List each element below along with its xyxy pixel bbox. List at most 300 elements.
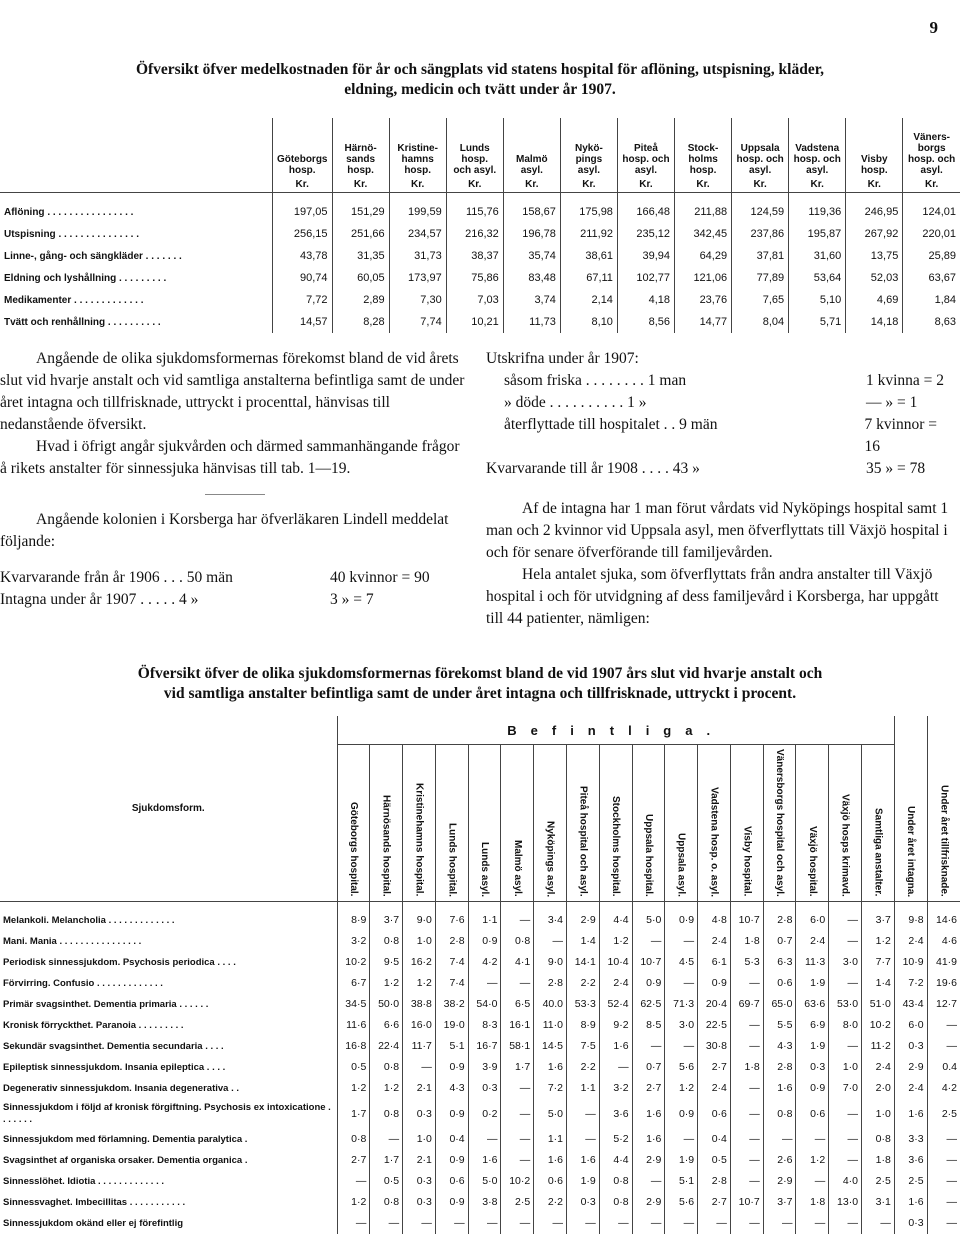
percent-cell: 3·7 xyxy=(763,1192,796,1213)
percent-cell: — xyxy=(632,1036,665,1057)
table-row xyxy=(0,1099,960,1129)
percent-cell: 2·1 xyxy=(403,1078,436,1099)
percent-cell: — xyxy=(927,1213,960,1234)
column-header xyxy=(927,716,960,901)
percent-cell: — xyxy=(468,1213,501,1234)
unit-label: Kr. xyxy=(789,176,846,193)
cost-cell: 124,59 xyxy=(732,193,789,224)
percent-cell: — xyxy=(632,1171,665,1192)
column-header xyxy=(567,745,600,902)
percent-cell: 4·6 xyxy=(927,931,960,952)
percent-cell: 9·5 xyxy=(370,952,403,973)
percent-cell: 2·2 xyxy=(534,1192,567,1213)
percent-cell: — xyxy=(501,1078,534,1099)
percent-cell: 3·0 xyxy=(665,1015,698,1036)
utskrifna-heading: Utskrifna under år 1907: xyxy=(486,350,639,367)
disease-label: Mani. Mania . . . . . . . . . . . . . . . . xyxy=(3,935,142,947)
percent-cell: 1·9 xyxy=(665,1150,698,1171)
header-line: holms xyxy=(688,154,718,165)
percent-cell: — xyxy=(501,910,534,931)
percent-cell: 2·4 xyxy=(698,1078,731,1099)
percent-cell: 1·0 xyxy=(862,1099,895,1129)
column-header xyxy=(763,745,796,902)
percent-cell: 5·2 xyxy=(599,1129,632,1150)
percent-cell: 2·9 xyxy=(632,1192,665,1213)
table-row xyxy=(0,1150,960,1171)
percent-cell: 10·7 xyxy=(730,1192,763,1213)
column-header-label: Härnösands hospital. xyxy=(380,795,392,897)
percent-cell: 1·0 xyxy=(403,1129,436,1150)
percent-cell: 4·1 xyxy=(501,952,534,973)
percent-cell: 54·0 xyxy=(468,994,501,1015)
percent-cell: 0·3 xyxy=(894,1213,927,1234)
percent-cell: 1·4 xyxy=(862,973,895,994)
percent-cell: — xyxy=(599,1213,632,1234)
percent-cell: 0·4 xyxy=(435,1129,468,1150)
percent-cell: 8·5 xyxy=(632,1015,665,1036)
cost-cell: 39,94 xyxy=(617,245,674,267)
percent-cell: 4·8 xyxy=(698,910,731,931)
percent-cell: — xyxy=(403,1213,436,1234)
row-label: Utspisning . . . . . . . . . . . . . . . xyxy=(4,228,140,240)
percent-cell: 2·4 xyxy=(796,931,829,952)
percent-cell: 9·2 xyxy=(599,1015,632,1036)
header-line: hosp. xyxy=(461,154,489,165)
aterflyttade-women: 7 kvinnor = 16 xyxy=(864,416,937,455)
cost-cell: 5,10 xyxy=(789,289,846,311)
cost-cell: 38,37 xyxy=(446,245,503,267)
percent-cell: 1·9 xyxy=(567,1171,600,1192)
percent-cell: 1·6 xyxy=(468,1150,501,1171)
percent-cell: — xyxy=(829,1036,862,1057)
percent-cell: 0·5 xyxy=(698,1150,731,1171)
percent-cell: 2·2 xyxy=(567,1057,600,1078)
header-line: Nykö- xyxy=(575,143,603,154)
percent-cell: 5·1 xyxy=(665,1171,698,1192)
percent-cell: 2·8 xyxy=(534,973,567,994)
percent-cell: 1·2 xyxy=(370,973,403,994)
cost-cell: 8,56 xyxy=(617,311,674,333)
sjukdomsform-header: Sjukdomsform. xyxy=(131,802,205,814)
column-header-label: Visby hospital. xyxy=(741,826,753,897)
percent-cell: 0·9 xyxy=(435,1150,468,1171)
percent-cell: 6·9 xyxy=(796,1015,829,1036)
cost-cell: 173,97 xyxy=(389,267,446,289)
percent-cell: 4·0 xyxy=(829,1171,862,1192)
table2-title-line1: Öfversikt öfver de olika sjukdomsformernas förekomst bland de vid 1907 års slut vid hvarje anstalt och xyxy=(137,665,823,682)
percent-cell: — xyxy=(796,1129,829,1150)
percent-cell: 5·6 xyxy=(665,1192,698,1213)
header-line: Malmö xyxy=(515,154,548,165)
cost-cell: 5,71 xyxy=(789,311,846,333)
cost-cell: 216,32 xyxy=(446,223,503,245)
percent-cell: 1·2 xyxy=(337,1078,370,1099)
korsberga-paragraph: Angående kolonien i Korsberga har öfverläkaren Lindell meddelat följande: xyxy=(0,511,449,550)
disease-label: Svagsinthet af organiska orsaker. Dementia organica . xyxy=(3,1154,248,1166)
column-header xyxy=(698,745,731,902)
percent-cell: 1·7 xyxy=(370,1150,403,1171)
percent-cell: 0·3 xyxy=(403,1099,436,1129)
percent-cell: 3·1 xyxy=(862,1192,895,1213)
percent-cell: 2·7 xyxy=(698,1057,731,1078)
percent-cell: 0·8 xyxy=(370,931,403,952)
percent-cell: 53·3 xyxy=(567,994,600,1015)
percent-cell: 12·7 xyxy=(927,994,960,1015)
row-label: Eldning och lyshållning . . . . . . . . . xyxy=(4,272,167,284)
cost-cell: 52,03 xyxy=(846,267,903,289)
disease-label: Sinnessjukdom i följd af kronisk förgiftning. Psychosis ex intoxicatione . . . . . . . xyxy=(3,1101,331,1125)
column-header xyxy=(468,745,501,902)
cost-table xyxy=(0,118,960,333)
percent-cell: 1·9 xyxy=(796,1036,829,1057)
percent-cell: 0·8 xyxy=(501,931,534,952)
percent-cell: 1·8 xyxy=(862,1150,895,1171)
percent-cell: 3·4 xyxy=(534,910,567,931)
column-header-label: Piteå hospital och asyl. xyxy=(577,786,589,897)
percent-cell: 16·2 xyxy=(403,952,436,973)
unit-label: Kr. xyxy=(675,176,732,193)
percent-cell: 38·2 xyxy=(435,994,468,1015)
percent-cell: 2·1 xyxy=(403,1150,436,1171)
percent-cell: 2·7 xyxy=(632,1078,665,1099)
percent-cell: 0·8 xyxy=(763,1099,796,1129)
percent-cell: 0·9 xyxy=(632,973,665,994)
disease-percent-table xyxy=(0,716,960,1234)
percent-cell: 6·5 xyxy=(501,994,534,1015)
hospital-column-header xyxy=(332,118,389,176)
percent-cell: — xyxy=(829,1150,862,1171)
unit-label: Kr. xyxy=(617,176,674,193)
column-header-label: Nyköpings asyl. xyxy=(544,820,556,897)
percent-cell: 3·8 xyxy=(468,1192,501,1213)
percent-cell: 1·6 xyxy=(534,1057,567,1078)
percent-cell: 2·5 xyxy=(862,1171,895,1192)
cost-cell: 211,92 xyxy=(560,223,617,245)
percent-cell: 51·0 xyxy=(862,994,895,1015)
cost-cell: 3,74 xyxy=(503,289,560,311)
table-row xyxy=(0,1057,960,1078)
percent-cell: 4·2 xyxy=(468,952,501,973)
header-line: asyl. xyxy=(806,165,829,176)
percent-cell: — xyxy=(665,931,698,952)
percent-cell: 2·4 xyxy=(599,973,632,994)
percent-cell: 8·3 xyxy=(468,1015,501,1036)
cost-cell: 31,35 xyxy=(332,245,389,267)
hospital-column-header xyxy=(675,118,732,176)
cost-cell: 43,78 xyxy=(272,245,332,267)
percent-cell: 11·3 xyxy=(796,952,829,973)
cost-cell: 63,67 xyxy=(903,267,960,289)
friska-men: såsom friska . . . . . . . . 1 man xyxy=(504,372,687,389)
unit-label: Kr. xyxy=(389,176,446,193)
percent-cell: 62·5 xyxy=(632,994,665,1015)
percent-cell: 1·8 xyxy=(796,1192,829,1213)
percent-cell: 3·6 xyxy=(599,1099,632,1129)
hospital-column-header xyxy=(617,118,674,176)
cost-cell: 115,76 xyxy=(446,193,503,224)
cost-cell: 75,86 xyxy=(446,267,503,289)
cost-cell: 10,21 xyxy=(446,311,503,333)
percent-cell: 1·7 xyxy=(337,1099,370,1129)
table-row xyxy=(0,1036,960,1057)
percent-cell: 2·8 xyxy=(698,1171,731,1192)
percent-cell: — xyxy=(698,1213,731,1234)
percent-cell: 0·9 xyxy=(698,973,731,994)
percent-cell: 1·8 xyxy=(730,1057,763,1078)
percent-cell: — xyxy=(501,1099,534,1129)
dode-men: » döde . . . . . . . . . . 1 » xyxy=(504,394,647,411)
percent-cell: 5·5 xyxy=(763,1015,796,1036)
percent-cell: 0·9 xyxy=(665,1099,698,1129)
header-line: hosp. och xyxy=(736,154,784,165)
percent-cell: 5·0 xyxy=(632,910,665,931)
percent-cell: 1·2 xyxy=(403,973,436,994)
percent-cell: 34·5 xyxy=(337,994,370,1015)
percent-cell: 0·6 xyxy=(796,1099,829,1129)
hospital-column-header xyxy=(560,118,617,176)
percent-cell: — xyxy=(829,1213,862,1234)
percent-cell: 5·0 xyxy=(468,1171,501,1192)
table-row xyxy=(0,193,960,224)
percent-cell: — xyxy=(927,1015,960,1036)
cost-cell: 7,72 xyxy=(272,289,332,311)
percent-cell: 0·3 xyxy=(567,1192,600,1213)
unit-label: Kr. xyxy=(503,176,560,193)
percent-cell: 0·8 xyxy=(862,1129,895,1150)
table-row xyxy=(0,1213,960,1234)
column-header-label: Under året intagna. xyxy=(905,805,917,897)
percent-cell: — xyxy=(796,1171,829,1192)
percent-cell: 3·0 xyxy=(829,952,862,973)
cost-cell: 196,78 xyxy=(503,223,560,245)
table-row xyxy=(0,1078,960,1099)
hospital-column-header xyxy=(846,118,903,176)
percent-cell: 5·1 xyxy=(435,1036,468,1057)
table-row xyxy=(0,931,960,952)
column-header xyxy=(370,745,403,902)
intagna-paragraph: Af de intagna har 1 man förut vårdats vid Nyköpings hospital samt 1 man och 2 kvinnor vid Uppsala asyl, men öfverflyttats till Växjö hospital i och för senare öfverförande till familjevården. xyxy=(486,500,949,561)
disease-label: Sinnessjukdom med förlamning. Dementia paralytica . xyxy=(3,1133,248,1145)
percent-cell: 52·4 xyxy=(599,994,632,1015)
percent-cell: 0·8 xyxy=(370,1192,403,1213)
percent-cell: 14·1 xyxy=(567,952,600,973)
percent-cell: 1·9 xyxy=(796,973,829,994)
percent-cell: 22·4 xyxy=(370,1036,403,1057)
percent-cell: 0·3 xyxy=(403,1171,436,1192)
cost-cell: 124,01 xyxy=(903,193,960,224)
cost-cell: 199,59 xyxy=(389,193,446,224)
percent-cell: — xyxy=(534,1213,567,1234)
column-header xyxy=(534,745,567,902)
percent-cell: 1·6 xyxy=(599,1036,632,1057)
kvarvarande-1908-women: 35 » = 78 xyxy=(866,460,926,477)
percent-cell: — xyxy=(829,931,862,952)
column-header xyxy=(730,745,763,902)
percent-cell: — xyxy=(435,1213,468,1234)
cost-cell: 83,48 xyxy=(503,267,560,289)
percent-cell: — xyxy=(337,1171,370,1192)
cost-cell: 14,77 xyxy=(675,311,732,333)
cost-cell: 11,73 xyxy=(503,311,560,333)
percent-cell: 6·6 xyxy=(370,1015,403,1036)
percent-cell: 10·2 xyxy=(337,952,370,973)
row-label: Linne-, gång- och sängkläder . . . . . . . xyxy=(4,250,182,262)
table-row xyxy=(0,245,960,267)
cost-cell: 251,66 xyxy=(332,223,389,245)
unit-label: Kr. xyxy=(332,176,389,193)
row-label-header xyxy=(0,118,272,176)
percent-cell: 8·0 xyxy=(829,1015,862,1036)
percent-cell: — xyxy=(599,1057,632,1078)
percent-cell: 16·0 xyxy=(403,1015,436,1036)
percent-cell: — xyxy=(501,1213,534,1234)
percent-cell: 6·1 xyxy=(698,952,731,973)
percent-cell: 53·0 xyxy=(829,994,862,1015)
header-line: Stock- xyxy=(687,143,719,154)
percent-cell: — xyxy=(501,1150,534,1171)
column-header xyxy=(829,745,862,902)
percent-cell: 11·6 xyxy=(337,1015,370,1036)
percent-cell: — xyxy=(796,1213,829,1234)
table-row xyxy=(0,1129,960,1150)
percent-cell: 2·5 xyxy=(894,1171,927,1192)
percent-cell: 0·6 xyxy=(698,1099,731,1129)
table-row xyxy=(0,289,960,311)
percent-cell: 6·0 xyxy=(796,910,829,931)
percent-cell: 2·9 xyxy=(894,1057,927,1078)
percent-cell: — xyxy=(763,1129,796,1150)
percent-cell: 4·5 xyxy=(665,952,698,973)
dode-women: — » = 1 xyxy=(866,394,918,411)
percent-cell: 1·2 xyxy=(599,931,632,952)
hospital-column-header xyxy=(272,118,332,176)
percent-cell: 0·3 xyxy=(468,1078,501,1099)
column-header-label: Växjö hosps krimavd. xyxy=(839,794,851,897)
cost-cell: 235,12 xyxy=(617,223,674,245)
percent-cell: 11·7 xyxy=(403,1036,436,1057)
percent-cell: 0·2 xyxy=(468,1099,501,1129)
disease-label: Sinnesslöhet. Idiotia . . . . . . . . . . . . . xyxy=(3,1175,164,1187)
percent-cell: 7·5 xyxy=(567,1036,600,1057)
percent-cell: 1·2 xyxy=(665,1078,698,1099)
percent-cell: 7·4 xyxy=(435,973,468,994)
unit-label: Kr. xyxy=(903,176,960,193)
cost-cell: 64,29 xyxy=(675,245,732,267)
header-line: hosp. och xyxy=(793,154,841,165)
cost-cell: 220,01 xyxy=(903,223,960,245)
percent-cell: 0·3 xyxy=(403,1192,436,1213)
cost-cell: 90,74 xyxy=(272,267,332,289)
column-header-label: Vänersborgs hospital och asyl. xyxy=(774,749,786,897)
percent-cell: 2·7 xyxy=(337,1150,370,1171)
kvarvarande-1906-women: 40 kvinnor = 90 xyxy=(330,569,430,586)
cost-cell: 31,60 xyxy=(789,245,846,267)
percent-cell: 0·3 xyxy=(796,1057,829,1078)
table-row xyxy=(0,311,960,333)
cost-cell: 60,05 xyxy=(332,267,389,289)
header-line: Väners- xyxy=(913,132,950,143)
percent-cell: 1·6 xyxy=(632,1129,665,1150)
percent-cell: 13·0 xyxy=(829,1192,862,1213)
unit-label: Kr. xyxy=(272,176,332,193)
percent-cell: 2·5 xyxy=(501,1192,534,1213)
percent-cell: — xyxy=(468,1129,501,1150)
header-line: hosp. xyxy=(347,165,374,176)
cost-cell: 23,76 xyxy=(675,289,732,311)
percent-cell: 0·3 xyxy=(894,1036,927,1057)
column-header-label: Samtliga anstalter. xyxy=(872,808,884,897)
disease-label: Kronisk förryckthet. Paranoia . . . . . . . . . xyxy=(3,1019,184,1031)
table-row xyxy=(0,973,960,994)
unit-label: Kr. xyxy=(732,176,789,193)
percent-cell: 6·7 xyxy=(337,973,370,994)
percent-cell: 3·7 xyxy=(370,910,403,931)
percent-cell: 38·8 xyxy=(403,994,436,1015)
percent-cell: — xyxy=(730,1171,763,1192)
percent-cell: 2·0 xyxy=(862,1078,895,1099)
percent-cell: 1·8 xyxy=(730,931,763,952)
disease-label: Sinnessvaghet. Imbecillitas . . . . . . . . . . . xyxy=(3,1196,186,1208)
percent-cell: 2·8 xyxy=(435,931,468,952)
header-line: hamns xyxy=(401,154,434,165)
percent-cell: 4·2 xyxy=(927,1078,960,1099)
percent-cell: — xyxy=(927,1036,960,1057)
percent-cell: — xyxy=(501,973,534,994)
percent-cell: 7·4 xyxy=(435,952,468,973)
percent-cell: 0·8 xyxy=(337,1129,370,1150)
percent-cell: 30·8 xyxy=(698,1036,731,1057)
kvarvarande-1908-men: Kvarvarande till år 1908 . . . . 43 » xyxy=(486,460,700,477)
header-line: asyl. xyxy=(634,165,658,176)
table-row xyxy=(0,952,960,973)
percent-cell: 1·2 xyxy=(796,1150,829,1171)
percent-cell: — xyxy=(730,1015,763,1036)
percent-cell: 9·0 xyxy=(534,952,567,973)
percent-cell: — xyxy=(501,1129,534,1150)
hospital-column-header xyxy=(503,118,560,176)
hospital-column-header xyxy=(389,118,446,176)
cost-cell: 195,87 xyxy=(789,223,846,245)
cost-cell: 211,88 xyxy=(675,193,732,224)
percent-cell: 0·7 xyxy=(763,931,796,952)
hospital-column-header xyxy=(903,118,960,176)
percent-cell: 40.0 xyxy=(534,994,567,1015)
column-header-label: Lunds hospital. xyxy=(446,822,458,897)
percent-cell: 4·4 xyxy=(599,910,632,931)
percent-cell: 2·4 xyxy=(862,1057,895,1078)
percent-cell: 0·6 xyxy=(534,1171,567,1192)
percent-cell: — xyxy=(468,973,501,994)
column-header-label: Göteborgs hospital. xyxy=(347,802,359,897)
column-header xyxy=(501,745,534,902)
unit-label: Kr. xyxy=(560,176,617,193)
row-label: Medikamenter . . . . . . . . . . . . . xyxy=(4,294,144,306)
percent-cell: — xyxy=(730,1129,763,1150)
percent-cell: 7·6 xyxy=(435,910,468,931)
percent-cell: — xyxy=(927,1129,960,1150)
percent-cell: — xyxy=(567,1213,600,1234)
column-header-label: Under året tillfrisknade. xyxy=(938,785,950,897)
disease-label: Melankoli. Melancholia . . . . . . . . . . . . . xyxy=(3,914,175,926)
sjukvard-paragraph: Hvad i öfrigt angår sjukvården och därmed sammanhängande frågor å rikets anstalter för sinnessjuka hänvisas till tab. 1—19. xyxy=(0,438,460,477)
table-row xyxy=(0,267,960,289)
table-row xyxy=(0,1171,960,1192)
disease-label: Epileptisk sinnessjukdom. Insania epileptica . . . . xyxy=(3,1061,226,1073)
cost-cell: 8,63 xyxy=(903,311,960,333)
cost-cell: 197,05 xyxy=(272,193,332,224)
column-header xyxy=(862,745,895,902)
percent-cell: 1·0 xyxy=(403,931,436,952)
